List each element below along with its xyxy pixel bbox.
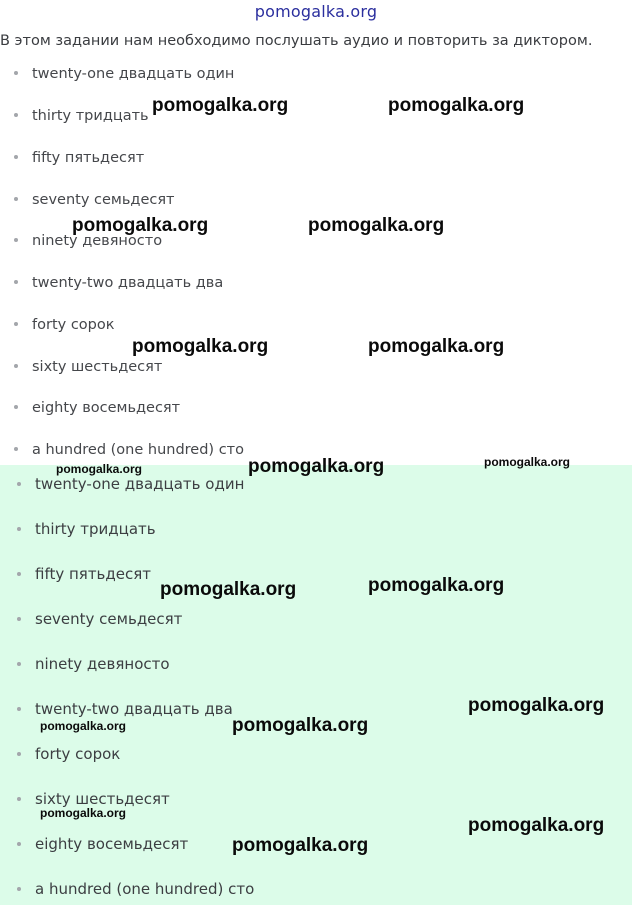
watermark: pomogalka.org bbox=[72, 215, 209, 236]
watermark: pomogalka.org bbox=[40, 806, 127, 820]
list-item: twenty-two двадцать два bbox=[17, 697, 233, 721]
watermark: pomogalka.org bbox=[160, 579, 297, 600]
list-item: seventy семьдесят bbox=[17, 607, 182, 631]
list-item: ninety девяносто bbox=[14, 229, 162, 253]
watermark: pomogalka.org bbox=[368, 336, 505, 357]
list-item: forty сорок bbox=[14, 313, 115, 337]
watermark: pomogalka.org bbox=[152, 95, 289, 116]
list-item: thirty тридцать bbox=[14, 104, 149, 128]
watermark: pomogalka.org bbox=[40, 719, 127, 733]
watermark: pomogalka.org bbox=[232, 835, 369, 856]
list-item: a hundred (one hundred) сто bbox=[14, 438, 244, 462]
list-item: forty сорок bbox=[17, 742, 120, 766]
list-item: twenty-one двадцать один bbox=[17, 472, 244, 496]
list-item: twenty-one двадцать один bbox=[14, 62, 234, 86]
list-item: fifty пятьдесят bbox=[14, 146, 144, 170]
list-item: sixty шестьдесят bbox=[14, 355, 162, 379]
list-item: eighty восемьдесят bbox=[17, 832, 188, 856]
list-item: fifty пятьдесят bbox=[17, 562, 151, 586]
watermark: pomogalka.org bbox=[388, 95, 525, 116]
list-item: thirty тридцать bbox=[17, 517, 156, 541]
task-intro-text: В этом задании нам необходимо послушать аудио и повторить за диктором. bbox=[0, 33, 593, 49]
list-item: a hundred (one hundred) сто bbox=[17, 877, 254, 901]
watermark: pomogalka.org bbox=[248, 456, 385, 477]
list-item: seventy семьдесят bbox=[14, 188, 175, 212]
watermark: pomogalka.org bbox=[56, 462, 143, 476]
site-header-link[interactable]: pomogalka.org bbox=[254, 2, 378, 21]
list-item: twenty-two двадцать два bbox=[14, 271, 223, 295]
list-item: sixty шестьдесят bbox=[17, 787, 170, 811]
watermark: pomogalka.org bbox=[132, 336, 269, 357]
watermark: pomogalka.org bbox=[468, 695, 605, 716]
list-item: ninety девяносто bbox=[17, 652, 170, 676]
list-item: eighty восемьдесят bbox=[14, 396, 180, 420]
watermark: pomogalka.org bbox=[468, 815, 605, 836]
watermark: pomogalka.org bbox=[484, 455, 571, 469]
watermark: pomogalka.org bbox=[368, 575, 505, 596]
watermark: pomogalka.org bbox=[232, 715, 369, 736]
watermark: pomogalka.org bbox=[308, 215, 445, 236]
